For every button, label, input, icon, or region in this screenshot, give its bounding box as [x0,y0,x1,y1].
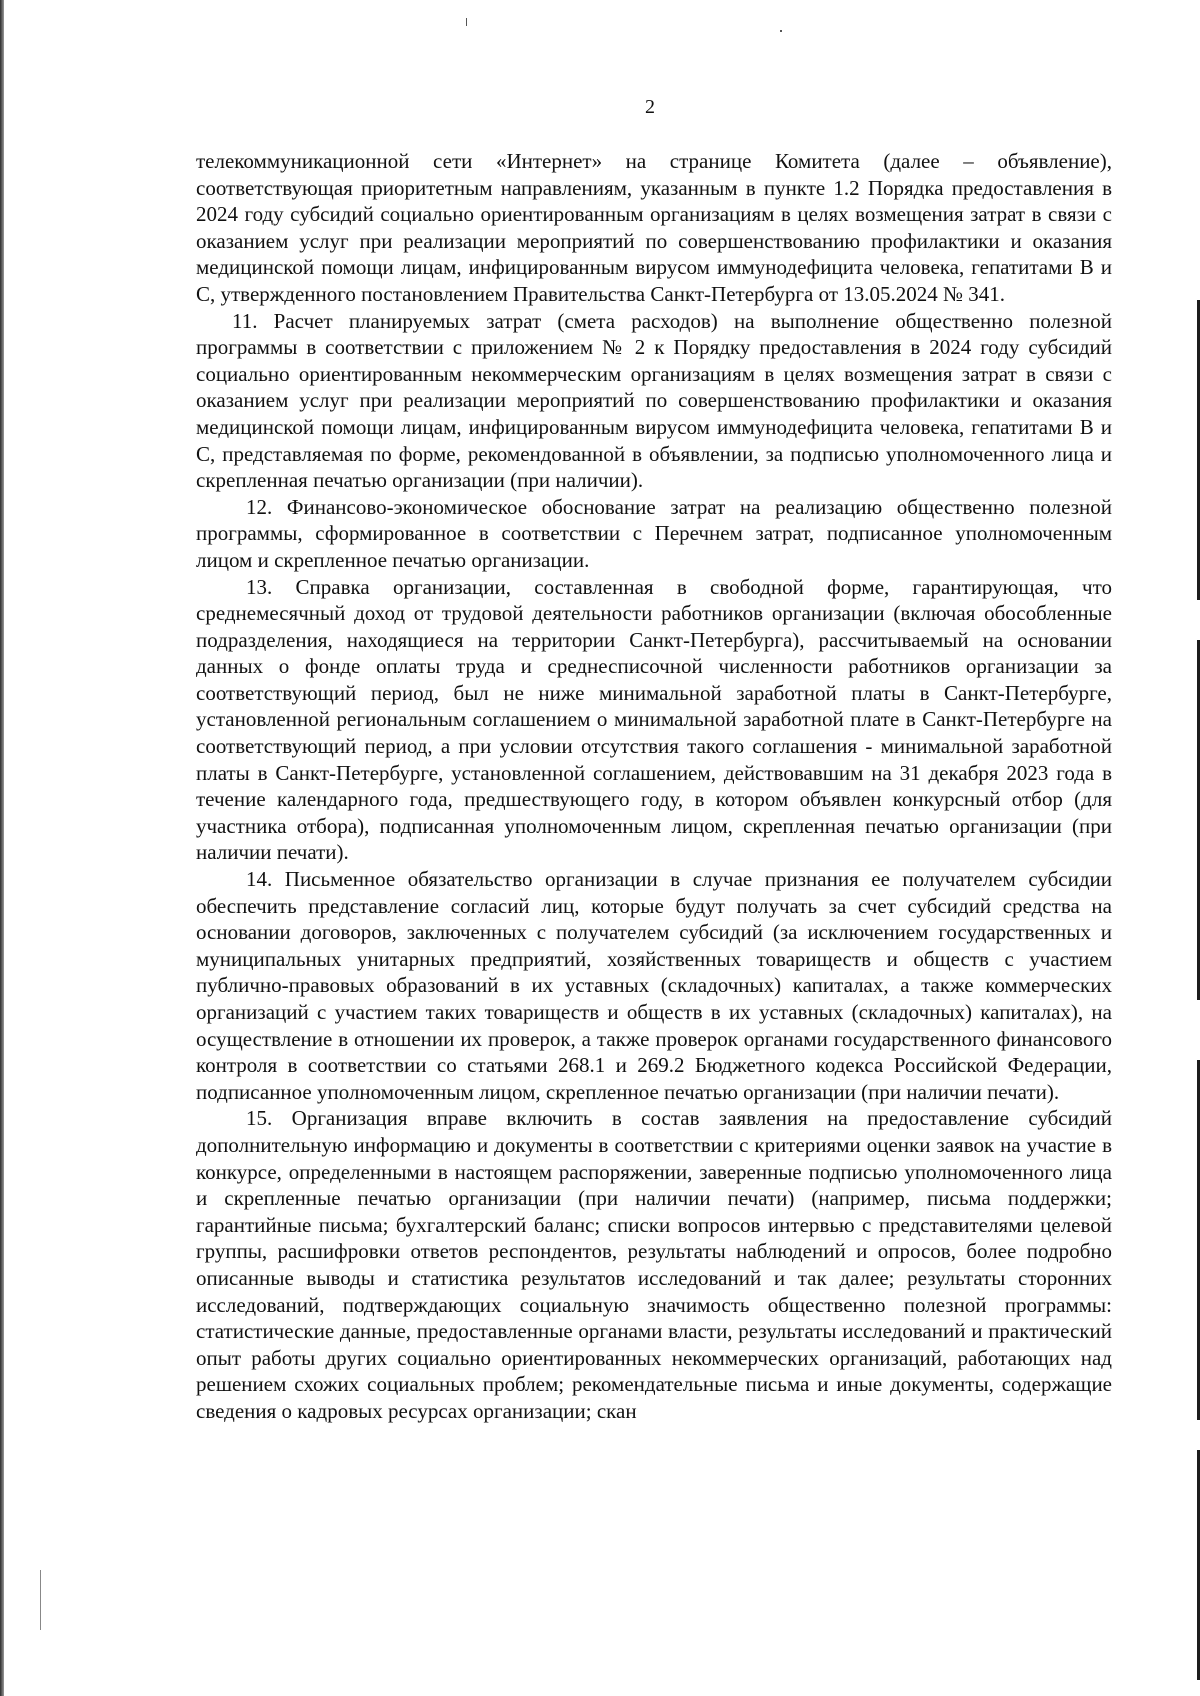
scan-speck [466,18,467,26]
paragraph-item-13: 13. Справка организации, составленная в свободной форме, гарантирующая, что среднемесячный доход от трудовой деятельности работников организации (включая обособленные подразделения, находящиеся на территории Санкт-Петербурга), рассчитываемый на основании данных о фонде оплаты труда и среднесписочной численности работников организации за соответствующий период, был не ниже минимальной заработной платы в Санкт-Петербурге, установленной региональным соглашением о минимальной заработной плате в Санкт-Петербурге на соответствующий период, а при условии отсутствия такого соглашения - минимальной заработной платы в Санкт-Петербурге, установленной соглашением, действовавшим на 31 декабря 2023 года в течение календарного года, предшествующего году, в котором объявлен конкурсный отбор (для участника отбора), подписанная уполномоченным лицом, скрепленная печатью организации (при наличии печати). [196,574,1112,865]
paragraph-item-14: 14. Письменное обязательство организации в случае признания ее получателем субсидии обеспечить представление согласий лиц, которые будут получать за счет субсидий средства на основании договоров, заключенных с получателем субсидий (за исключением государственных и муниципальных унитарных предприятий, хозяйственных товариществ и обществ с участием публично-правовых образований в их уставных (складочных) капиталах, а также коммерческих организаций с участием таких товариществ и обществ в их уставных (складочных) капиталах), на осуществление в отношении их проверок, а также проверок органами государственного финансового контроля в соответствии со статьями 268.1 и 269.2 Бюджетного кодекса Российской Федерации, подписанное уполномоченным лицом, скрепленное печатью организации (при наличии печати). [196,867,1112,1104]
scan-speck [40,1570,41,1630]
page-number: 2 [645,96,655,118]
paragraph-item-11: 11. Расчет планируемых затрат (смета расходов) на выполнение общественно полезной программы в соответствии с приложением № 2 к Порядку предоставления в 2024 году субсидий социально ориентированным некоммерческим организациям в целях возмещения затрат в связи с оказанием услуг при реализации мероприятий по совершенствованию профилактики и оказания медицинской помощи лицам, инфицированным вирусом иммунодефицита человека, гепатитами В и С, представляемая по форме, рекомендованной в объявлении, за подписью уполномоченного лица и скрепленная печатью организации (при наличии). [196,308,1112,493]
paragraph-item-15: 15. Организация вправе включить в состав заявления на предоставление субсидий дополнительную информацию и документы в соответствии с критериями оценки заявок на участие в конкурсе, определенными в настоящем распоряжении, заверенные подписью уполномоченного лица и скрепленные печатью организации (при наличии печати) (например, письма поддержки; гарантийные письма; бухгалтерский баланс; списки вопросов интервью с представителями целевой группы, расшифровки ответов респондентов, результаты наблюдений и опросов, более подробно описанные выводы и статистика результатов исследований и так далее; результаты сторонних исследований, подтверждающих социальную значимость общественно полезной программы: статистические данные, предоставленные органами власти, результаты исследований и практический опыт работы других социально ориентированных некоммерческих организаций, работающих над решением схожих социальных проблем; рекомендательные письма и иные документы, содержащие сведения о кадровых ресурсах организации; скан [196,1106,1112,1423]
scan-speck [780,30,782,32]
document-body [196,148,1112,1425]
paragraph-item-12: 12. Финансово-экономическое обоснование затрат на реализацию общественно полезной программы, сформированное в соответствии с Перечнем затрат, подписанное уполномоченным лицом и скрепленное печатью организации. [196,494,1112,572]
paragraph-continuation: телекоммуникационной сети «Интернет» на странице Комитета (далее – объявление), соответствующая приоритетным направлениям, указанным в пункте 1.2 Порядка предоставления в 2024 году субсидий социально ориентированным организациям в целях возмещения затрат в связи с оказанием услуг при реализации мероприятий по совершенствованию профилактики и оказания медицинской помощи лицам, инфицированным вирусом иммунодефицита человека, гепатитами В и С, утвержденного постановлением Правительства Санкт-Петербурга от 13.05.2024 № 341. [196,149,1112,306]
scan-edge-left [0,0,4,1696]
